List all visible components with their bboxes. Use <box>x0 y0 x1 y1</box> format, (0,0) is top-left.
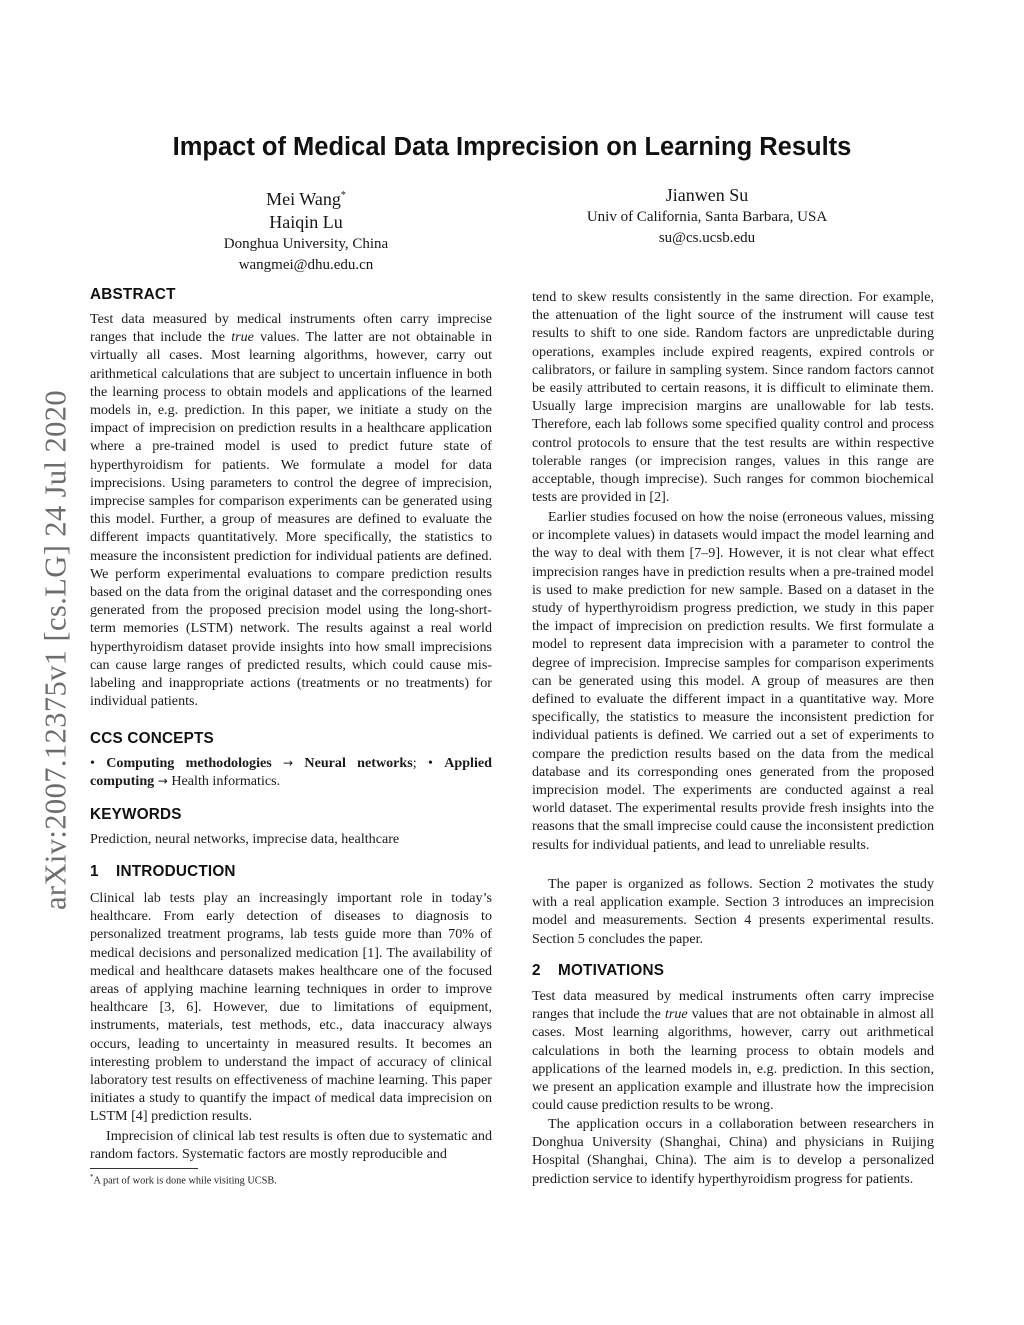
intro-paragraph-2: Imprecision of clinical lab test results is often due to systematic and random factors. Systematic factors are mostly reproducible and <box>90 1128 492 1163</box>
intro-paragraph-2-continued: tend to skew results consistently in the same direction. For example, the attenuation of the light source of the instrument will cause test results to shift to one side. Random factors are unpredictable during operations, examples include expired reagents, expired controls or calibrators, or failure in sampling system. Since random factors cannot be easily attributed to certain reasons, it is difficult to eliminate them. Usually large imprecision margins are unallowable for lab tests. Therefore, each lab follows some specified quality control and process control protocols to ensure that the test results are within respective tolerable ranges (or imprecision ranges, values in this range are acceptable, though imprecise). Such ranges for common biochemical tests are provided in [2]. <box>532 289 934 506</box>
author-affiliation: Univ of California, Santa Barbara, USA <box>586 209 828 225</box>
keywords-heading: KEYWORDS <box>90 806 182 823</box>
motivations-paragraph-1: Test data measured by medical instruments often carry imprecise ranges that include the true values that are not obtainable in almost all cases. Most learning algorithms, however, carry out arithmetical calculations in both the learning process to obtain models and applications of the learned models in, e.g. prediction. In this section, we present an application example and illustrate how the imprecision could cause prediction results to be wrong. <box>532 988 934 1114</box>
intro-paragraph-4: The paper is organized as follows. Section 2 motivates the study with a real application example. Section 3 introduces an imprecision model and measurements. Section 4 presents experimental results. Section 5 concludes the paper. <box>532 876 934 947</box>
footnote-mark: * <box>340 190 346 201</box>
abstract-heading: ABSTRACT <box>90 286 176 303</box>
footnote: *A part of work is done while visiting UCSB. <box>90 1173 277 1187</box>
abstract-text: Test data measured by medical instruments often carry imprecise ranges that include the true values. The latter are not obtainable in virtually all cases. Most learning algorithms, however, carry out arithmetical calculations that are subject to uncertain influence in both the learning process to obtain models and applications of the learned models in, e.g. prediction. In this paper, we initiate a study on the impact of imprecision on prediction results in a healthcare application where a pre-trained model is used to predict future state of hyperthyroidism for patients. We formulate a model for data imprecisions. Using parameters to control the degree of imprecision, imprecise samples for comparison experiments can be generated using this model. Further, a group of measures are defined to evaluate the different impacts quantitatively. More specifically, the statistics to measure the inconsistent prediction for individual patients are defined. We perform experimental evaluations to compare prediction results based on the data from the original dataset and the corresponding ones generated from the proposed precision model using the long-short-term memories (LSTM) network. The results against a real world hyperthyroidism dataset provide insights into how small imprecisions can cause large ranges of predicted results, which could cause mis-labeling and inappropriate actions (treatments or no treatments) for individual patients. <box>90 311 492 710</box>
paper-title: Impact of Medical Data Imprecision on Learning Results <box>172 133 852 161</box>
author-email[interactable]: su@cs.ucsb.edu <box>658 230 756 246</box>
keywords-text: Prediction, neural networks, imprecise data, healthcare <box>90 831 400 847</box>
introduction-heading: 1 INTRODUCTION <box>90 863 236 880</box>
ccs-heading: CCS CONCEPTS <box>90 730 214 747</box>
author-email[interactable]: wangmei@dhu.edu.cn <box>238 257 374 273</box>
motivations-paragraph-2: The application occurs in a collaboration between researchers in Donghua University (Shanghai, China) and physicians in Ruijing Hospital (Shanghai, China). The aim is to develop a personalized prediction service to identify hyperthyroidism progress for patients. <box>532 1116 934 1187</box>
author-affiliation: Donghua University, China <box>223 236 389 252</box>
ccs-concepts: • Computing methodologies → Neural networks; • Applied computing → Health informatics. <box>90 755 492 790</box>
motivations-heading: 2 MOTIVATIONS <box>532 962 665 979</box>
author-block-right <box>557 184 857 249</box>
author-name: Jianwen Su <box>665 185 749 205</box>
intro-paragraph-3: Earlier studies focused on how the noise (erroneous values, missing or incomplete values) in datasets would impact the model learning and the way to deal with them [7–9]. However, it is not clear what effect imprecision ranges have in prediction results when a pre-trained model is used to make prediction for new sample. Based on a dataset in the study of hyperthyroidism progress prediction, we study in this paper the impact of imprecision on prediction results. We first formulate a model to represent data imprecision with a parameter to control the degree of imprecision. Imprecise samples for comparison experiments can be generated using this model. A group of measures are then defined to evaluate the different impact in a quantitative way. More specifically, the statistics to measure the inconsistent prediction for individual patients is defined. We carried out a set of experiments to compare the prediction results based on the data from the medical database and its corresponding ones generated from the proposed imprecision model. The experiments are conducted against a real world dataset. The experimental results provide fresh insights into the reasons that the small imprecise could cause the inconsistent prediction results for individual patients, and lead to unreliable results. <box>532 509 934 853</box>
author-name: Mei Wang* <box>266 189 346 209</box>
intro-paragraph-1: Clinical lab tests play an increasingly important role in today’s healthcare. From early detection of diseases to diagnosis to personalized treatment programs, lab tests guide more than 70% of medical decisions and personalized medication [1]. The availability of medical and healthcare datasets makes healthcare one of the focused areas of applying machine learning techniques in order to improve healthcare [3, 6]. However, due to limitations of equipment, instruments, materials, test methods, etc., data inaccuracy always occurs, leading to uncertainty in measured results. It becomes an interesting problem to understand the impact of accuracy of clinical laboratory test results on effectiveness of machine learning. This paper initiates a study to quantify the impact of medical data imprecision on LSTM [4] prediction results. <box>90 890 492 1125</box>
arxiv-identifier[interactable]: arXiv:2007.12375v1 [cs.LG] 24 Jul 2020 <box>38 389 73 911</box>
author-block-left <box>156 184 456 276</box>
author-name: Haiqin Lu <box>269 212 343 232</box>
footnote-divider <box>90 1168 198 1169</box>
